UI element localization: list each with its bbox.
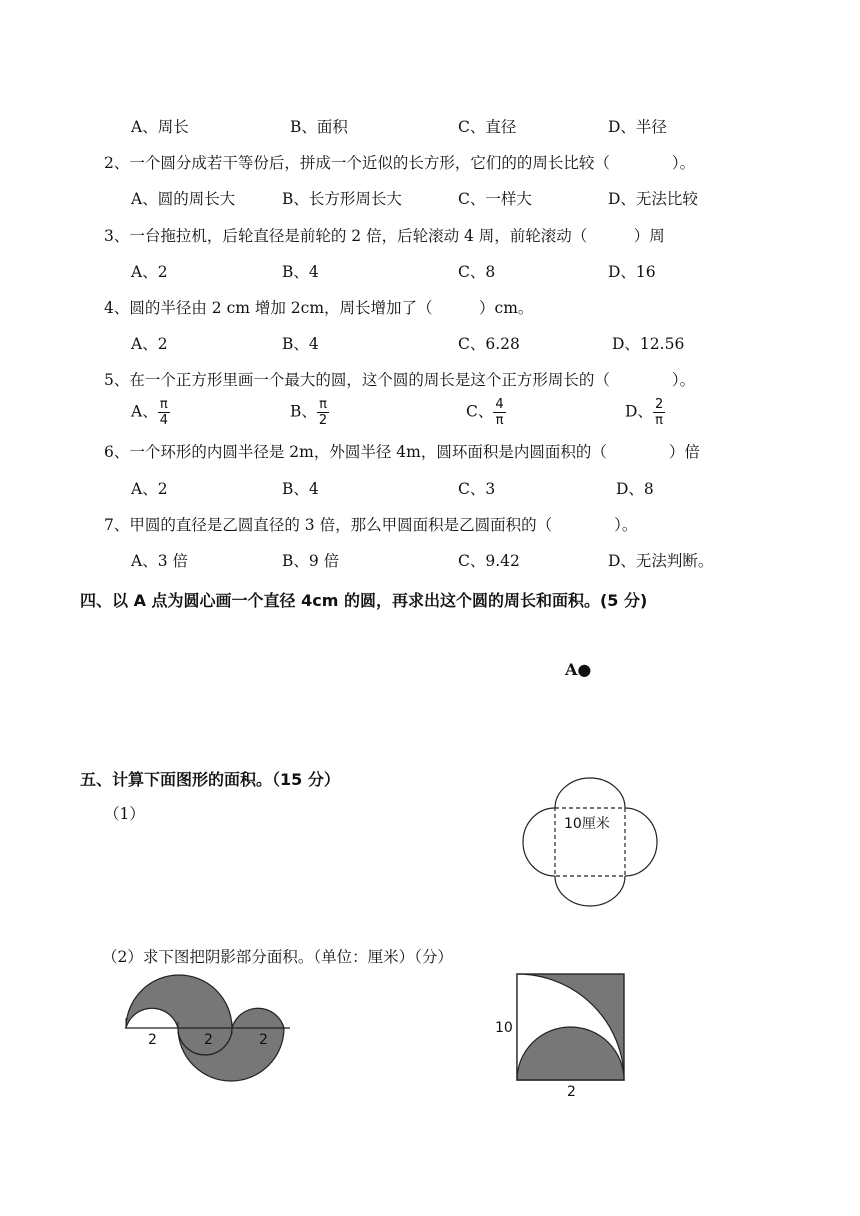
q5-option-d: D、 $\frac{2}{\pi}$ — [625, 397, 664, 428]
q3-option-d: D、16 — [608, 263, 656, 281]
left-semicircle — [523, 808, 555, 876]
q4-option-d: D、12.56 — [612, 335, 685, 353]
bottom-semicircle — [555, 876, 625, 906]
q3-stem: 3、一台拖拉机，后轮直径是前轮的 2 倍，后轮滚动 4 周，前轮滚动（ ）周 — [104, 227, 665, 245]
q2-option-b: B、长方形周长大 — [282, 190, 402, 208]
segment-label-2: 2 — [204, 1032, 213, 1048]
side-length-label: 10 — [495, 1020, 513, 1036]
q5-option-a: A、 $\frac{\pi}{4}$ — [131, 397, 168, 428]
q1-option-b: B、面积 — [290, 118, 348, 136]
bottom-label: 2 — [567, 1084, 576, 1100]
q3-option-c: C、8 — [458, 263, 496, 281]
section-4-title: 四、以 A 点为圆心画一个直径 4cm 的圆，再求出这个圆的周长和面积。(5 分) — [80, 591, 648, 610]
segment-label-1: 2 — [148, 1032, 157, 1048]
q2-option-c: C、一样大 — [458, 190, 532, 208]
q4-stem: 4、圆的半径由 2 cm 增加 2cm，周长增加了（ ）cm。 — [104, 299, 534, 317]
sub-question-1-label: （1） — [104, 805, 145, 823]
q6-stem: 6、一个环形的内圆半径是 2m，外圆半径 4m，圆环面积是内圆面积的（ ）倍 — [104, 443, 700, 461]
q2-stem: 2、一个圆分成若干等份后，拼成一个近似的长方形，它们的的周长比较（ ）。 — [104, 154, 696, 172]
q3-option-b: B、4 — [282, 263, 319, 281]
q7-option-c: C、9.42 — [458, 552, 520, 570]
q1-option-a: A、周长 — [131, 118, 189, 136]
q7-option-d: D、无法判断。 — [608, 552, 714, 570]
q7-option-a: A、3 倍 — [131, 552, 188, 570]
segment-label-3: 2 — [259, 1032, 268, 1048]
sub-question-2-label: （2）求下图把阴影部分面积。（单位：厘米）（分） — [102, 948, 453, 966]
q5-stem: 5、在一个正方形里画一个最大的圆，这个圆的周长是这个正方形周长的（ ）。 — [104, 371, 696, 389]
fraction-pi-over-4: $\frac{\pi}{4}$ — [159, 397, 168, 428]
point-a-label: A — [565, 660, 578, 679]
q5-option-c: C、 $\frac{4}{\pi}$ — [466, 397, 504, 428]
fraction-pi-over-2: $\frac{\pi}{2}$ — [318, 397, 328, 428]
figure-square-with-semicircles — [515, 772, 665, 912]
upper-shaded-lobe — [126, 975, 232, 1055]
section-5-title: 五、计算下面图形的面积。（15 分） — [80, 770, 340, 789]
q1-option-c: C、直径 — [458, 118, 517, 136]
q6-option-d: D、8 — [616, 480, 654, 498]
q3-option-a: A、2 — [131, 263, 168, 281]
point-a-dot: ● — [577, 660, 592, 679]
q4-option-a: A、2 — [131, 335, 168, 353]
q4-option-b: B、4 — [282, 335, 319, 353]
figure-s-shaped-shaded-region — [120, 970, 295, 1085]
figure-square-quarter-circle — [490, 968, 635, 1103]
top-semicircle — [555, 778, 625, 808]
q6-option-c: C、3 — [458, 480, 496, 498]
q7-stem: 7、甲圆的直径是乙圆直径的 3 倍，那么甲圆面积是乙圆面积的（ ）。 — [104, 516, 638, 534]
q1-option-d: D、半径 — [608, 118, 667, 136]
q6-option-a: A、2 — [131, 480, 168, 498]
fraction-2-over-pi: $\frac{2}{\pi}$ — [654, 397, 664, 428]
q4-option-c: C、6.28 — [458, 335, 520, 353]
q7-option-b: B、9 倍 — [282, 552, 340, 570]
right-semicircle — [625, 808, 657, 876]
figure-1-label: 10厘米 — [564, 816, 610, 832]
q2-option-a: A、圆的周长大 — [131, 190, 236, 208]
q2-option-d: D、无法比较 — [608, 190, 698, 208]
q5-option-b: B、 $\frac{\pi}{2}$ — [290, 397, 328, 428]
fraction-4-over-pi: $\frac{4}{\pi}$ — [495, 397, 504, 428]
q6-option-b: B、4 — [282, 480, 319, 498]
point-a — [565, 660, 591, 679]
